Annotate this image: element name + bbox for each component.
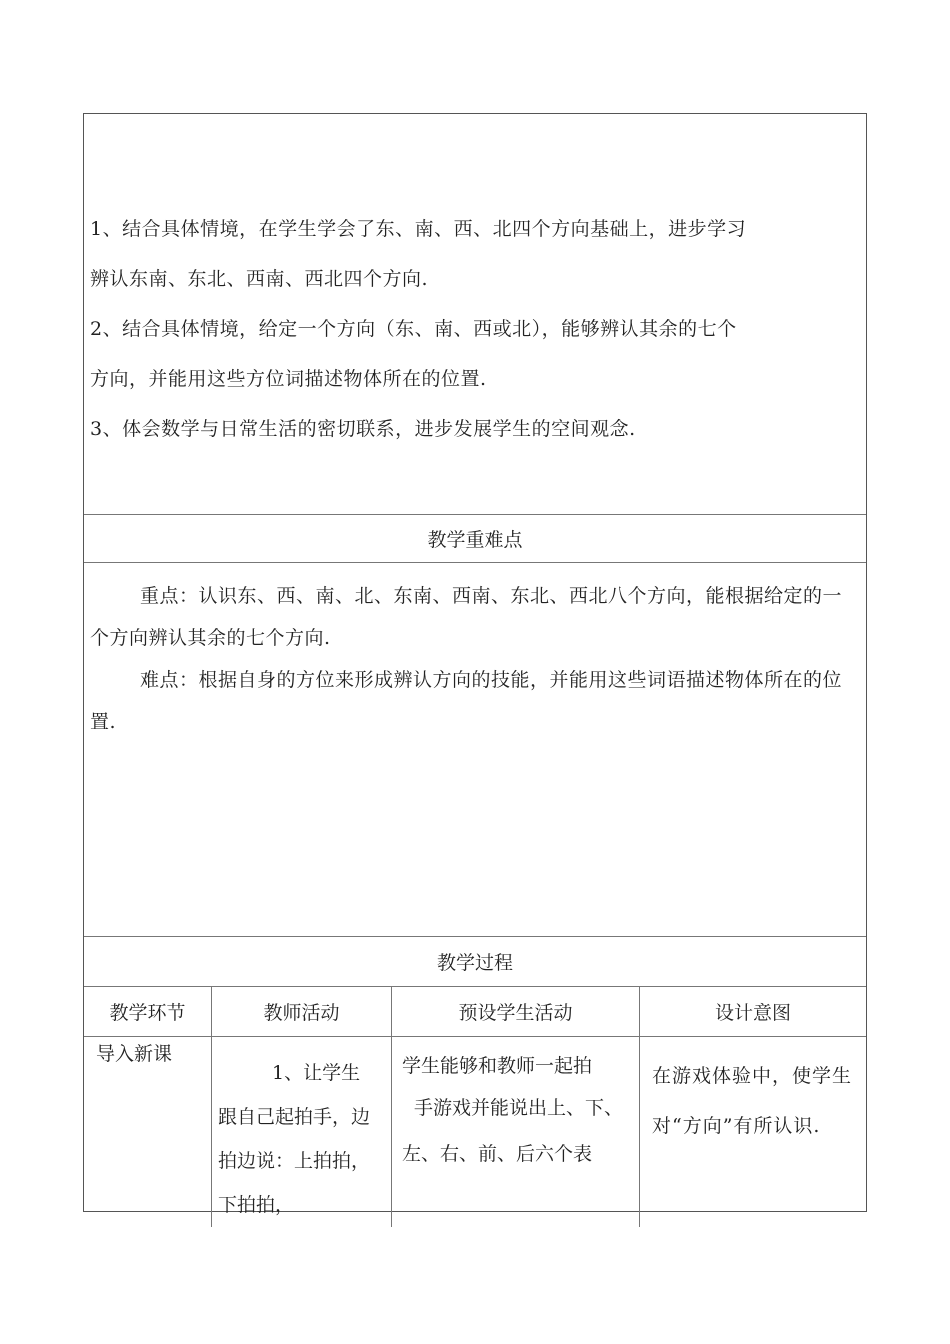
design-intent-cell: 在游戏体验中，使学生对“方向”有所认识.	[652, 1065, 853, 1137]
stage-cell: 导入新课	[84, 1037, 212, 1227]
student-activity-line-1: 学生能够和教师一起拍	[402, 1055, 593, 1077]
process-heading: 教学过程	[84, 937, 866, 987]
difficult-point: 难点：根据自身的方位来形成辨认方向的技能，并能用这些词语描述物体所在的位置.	[90, 669, 843, 733]
lesson-plan-table	[83, 113, 867, 1216]
teacher-activity-rest: 跟自己起拍手，边拍边说：上拍拍，下拍拍，	[218, 1106, 371, 1216]
teacher-activity-cell	[212, 1037, 392, 1227]
objective-line-4: 方向，并能用这些方位词描述物体所在的位置.	[90, 368, 487, 390]
process-column-headers	[84, 987, 866, 1037]
table-row	[84, 1037, 866, 1216]
keypoints-heading: 教学重难点	[84, 515, 866, 563]
column-header-student: 预设学生活动	[392, 987, 640, 1037]
key-point: 重点：认识东、西、南、北、东南、西南、东北、西北八个方向，能根据给定的一个方向辨认其余的七个方向.	[90, 585, 843, 649]
objective-line-3: 2、结合具体情境，给定一个方向（东、南、西或北），能够辨认其余的七个	[90, 318, 737, 340]
column-header-stage: 教学环节	[84, 987, 212, 1037]
teaching-objectives	[84, 114, 866, 515]
objective-line-5: 3、体会数学与日常生活的密切联系，进步发展学生的空间观念.	[90, 418, 636, 440]
column-header-teacher: 教师活动	[212, 987, 392, 1037]
keypoints-body	[84, 563, 866, 937]
student-activity-line-2: 手游戏并能说出上、下、	[414, 1097, 624, 1119]
teacher-activity-line-1: 1、让学生	[272, 1062, 361, 1084]
process-table	[84, 987, 866, 1216]
student-activity-line-3: 左、右、前、后六个表	[402, 1143, 593, 1165]
student-activity-cell	[392, 1037, 640, 1227]
objective-line-1: 1、结合具体情境，在学生学会了东、南、西、北四个方向基础上，进步学习	[90, 218, 747, 240]
column-header-intent: 设计意图	[640, 987, 866, 1037]
objective-line-2: 辨认东南、东北、西南、西北四个方向.	[90, 268, 429, 290]
